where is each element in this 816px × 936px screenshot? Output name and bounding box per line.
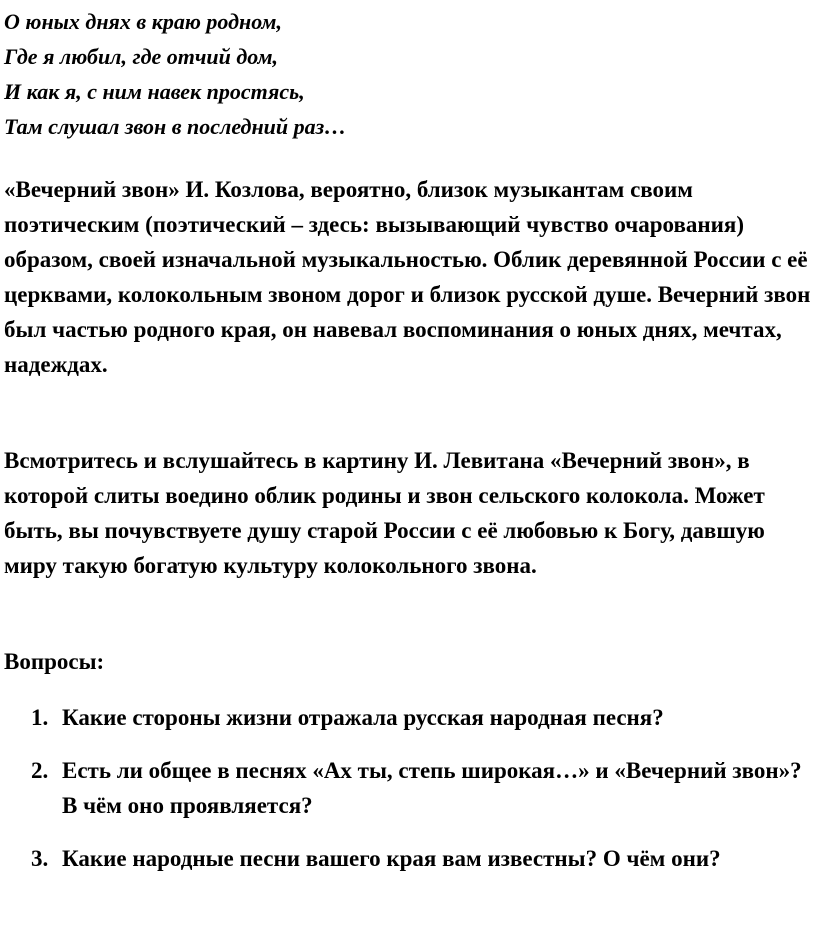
poem-line: Там слушал звон в последний раз… xyxy=(4,114,347,139)
question-item xyxy=(4,841,816,876)
question-number: 2. xyxy=(31,758,49,783)
questions-list xyxy=(4,700,816,894)
poem-line: Где я любил, где отчий дом, xyxy=(4,44,279,69)
questions-heading: Вопросы: xyxy=(4,649,105,674)
question-number: 3. xyxy=(31,846,49,871)
poem-line: И как я, с ним навек простясь, xyxy=(4,79,305,104)
paragraph-about-painting: Всмотритесь и вслушайтесь в картину И. Левитана «Вечерний звон», в которой слиты воедино облик родины и звон сельского колокола. Может быть, вы почувствуете душу старой России с её любовью к Богу, давшую миру такую богатую культуру колокольного звона. xyxy=(4,448,765,578)
question-text: Какие народные песни вашего края вам известны? О чём они? xyxy=(62,846,721,871)
poem-line: О юных днях в краю родном, xyxy=(4,9,282,34)
question-text: Какие стороны жизни отражала русская народная песня? xyxy=(62,705,664,730)
question-text: Есть ли общее в песнях «Ах ты, степь широкая…» и «Вечерний звон»? В чём оно проявляется? xyxy=(62,758,802,818)
question-item xyxy=(4,700,816,735)
poem-stanza xyxy=(4,4,346,144)
paragraph-about-song: «Вечерний звон» И. Козлова, вероятно, близок музыкантам своим поэтическим (поэтический – здесь: вызывающий чувство очарования) образом, своей изначальной музыкальностью. Облик деревянной России с её церквами, колокольным звоном дорог и близок русской душе. Вечерний звон был частью родного края, он навевал воспоминания о юных днях, мечтах, надеждах. xyxy=(4,177,811,377)
question-item xyxy=(4,753,816,823)
question-number: 1. xyxy=(31,705,49,730)
